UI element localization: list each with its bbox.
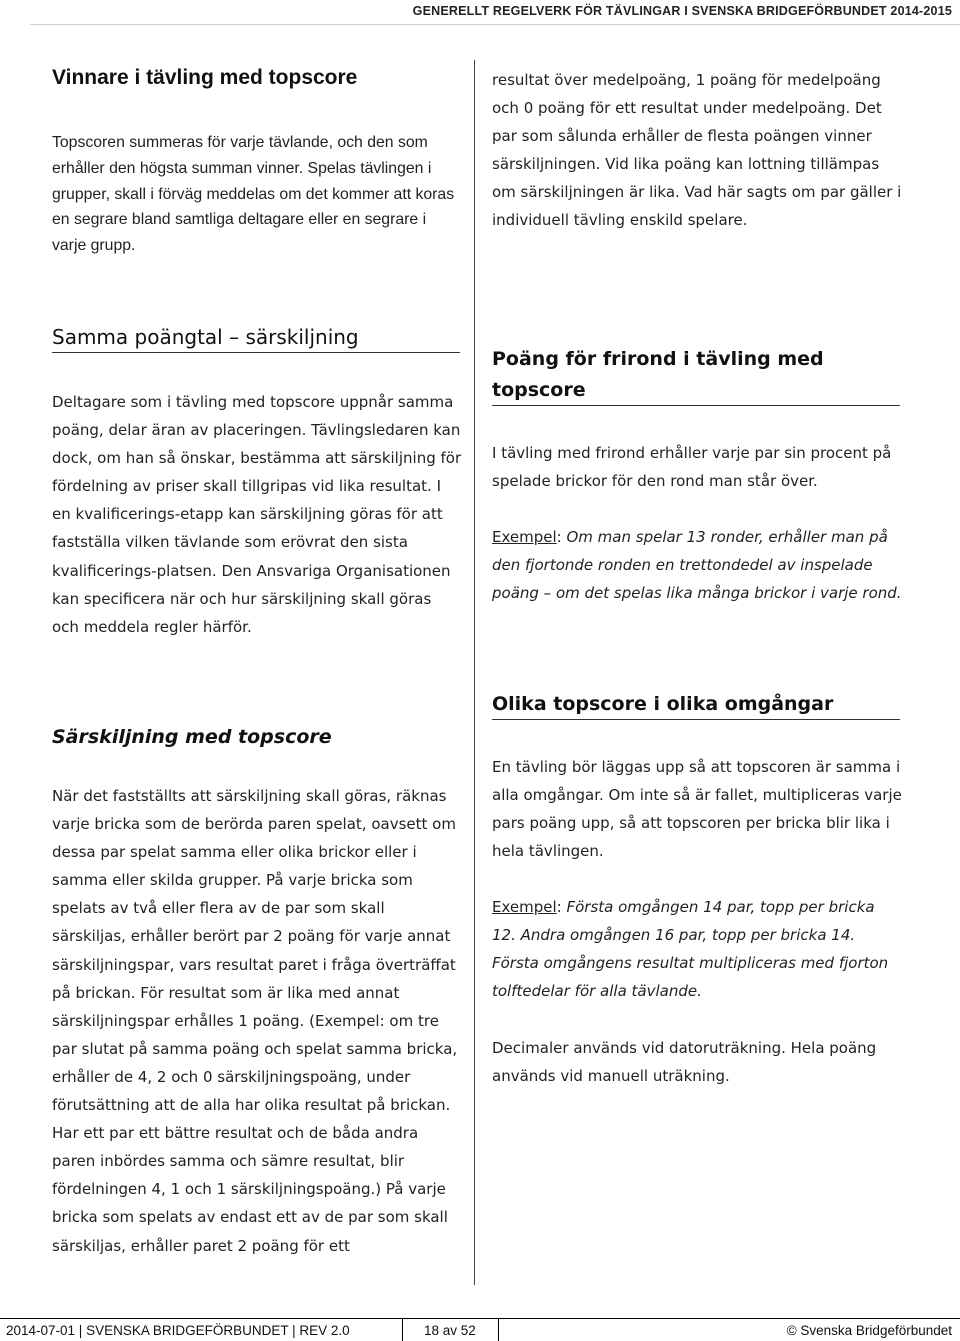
example-bye-round: Exempel: Om man spelar 13 ronder, erhåller man på den fjortonde ronden en trettondedel av inspelade poäng – om det spelas lika många brickor i varje rond.	[492, 528, 902, 603]
heading-underline	[52, 352, 460, 353]
page-footer	[0, 1318, 960, 1341]
footer-separator	[402, 1319, 403, 1341]
heading-winner-topscore: Vinnare i tävling med topscore	[52, 66, 358, 89]
paragraph-tie-breaking-topscore: När det fastställts att särskiljning skall göras, räknas varje bricka som de berörda paren spelat, oavsett om dessa par spelat samma eller olika brickor eller i samma eller skilda grupper. På varje bricka som spelats av två eller flera av de par som skall särskiljas, erhåller berört par 2 poäng för varje annat särskiljningspar, vars resultat paret i fråga överträffat på brickan. För resultat som är lika med annat särskiljningspar erhålles 1 poäng. (Exempel: om tre par slutat på samma poäng och spelat samma bricka, erhåller de 4, 2 och 0 särskiljningspoäng, under förutsättning att de alla har olika resultat på brickan. Har ett par ett bättre resultat och de båda andra paren inbördes samma och sämre resultat, blir fördelningen 4, 1 och 1 särskiljningspoäng.) På varje bricka som spelats av endast ett av de par som skall särskiljas, erhåller paret 2 poäng för ett	[52, 787, 458, 1255]
running-header: GENERELLT REGELVERK FÖR TÄVLINGAR I SVENSKA BRIDGEFÖRBUNDET 2014-2015	[412, 4, 952, 18]
example-label: Exempel	[492, 898, 557, 916]
paragraph-continuation: resultat över medelpoäng, 1 poäng för medelpoäng och 0 poäng för ett resultat under medelpoäng. Det par som sålunda erhåller de flesta poängen vinner särskiljningen. Vid lika poäng kan lottning tillämpas om särskiljningen är lika. Vad här sagts om par gäller i individuell tävling enskild spelare.	[492, 71, 902, 230]
example-different-topscore: Exempel: Första omgången 14 par, topp per bricka 12. Andra omgången 16 par, topp per bricka 14. Första omgångens resultat multipliceras med fjorton tolftedelar för alla tävlande.	[492, 898, 889, 1001]
paragraph-bye-round: I tävling med frirond erhåller varje par sin procent på spelade brickor för den rond man står över.	[492, 444, 892, 491]
page-number: 18 av 52	[424, 1323, 476, 1338]
example-text: Om man spelar 13 ronder, erhåller man på den fjortonde ronden en trettondedel av inspelade poäng – om det spelas lika många brickor i varje rond.	[492, 528, 902, 603]
paragraph-tie-breaking: Deltagare som i tävling med topscore uppnår samma poäng, delar äran av placeringen. Tävlingsledaren kan dock, om han så önskar, bestämma att särskiljning för fördelning av priser skall tillgripas vid lika resultat. I en kvalificerings-etapp kan särskiljning göras för att fastställa vilken tävlande som erövrat den sista kvalificerings-platsen. Den Ansvariga Organisationen kan specificera när och hur särskiljning skall göras och meddela regler härför.	[52, 393, 462, 636]
header-divider	[30, 24, 960, 25]
paragraph-decimals: Decimaler används vid datoruträkning. Hela poäng används vid manuell uträkning.	[492, 1039, 877, 1086]
heading-tie-breaking-topscore: Särskiljning med topscore	[52, 726, 332, 748]
paragraph-winner-topscore: Topscoren summeras för varje tävlande, och den som erhåller den högsta summan vinner. Spelas tävlingen i grupper, skall i förväg meddelas om det kommer att koras en segrare bland samtliga deltagare eller en segrare i varje grupp.	[52, 134, 455, 255]
paragraph-different-topscore: En tävling bör läggas upp så att topscoren är samma i alla omgångar. Om inte så är fallet, multipliceras varje pars poäng upp, så att topscoren per bricka blir lika i hela tävlingen.	[492, 758, 902, 861]
heading-underline	[492, 405, 900, 406]
example-text: Första omgången 14 par, topp per bricka 12. Andra omgången 16 par, topp per bricka 14. Första omgångens resultat multipliceras med fjorton tolftedelar för alla tävlande.	[492, 898, 889, 1001]
example-label: Exempel	[492, 528, 557, 546]
heading-tie-breaking: Samma poängtal – särskiljning	[52, 325, 359, 349]
column-divider	[474, 60, 475, 1285]
heading-different-topscore: Olika topscore i olika omgångar	[492, 693, 834, 715]
heading-bye-round: Poäng för frirond i tävling med topscore	[492, 348, 824, 401]
footer-separator	[498, 1319, 499, 1341]
footer-copyright: © Svenska Bridgeförbundet	[786, 1323, 952, 1338]
heading-underline	[492, 719, 900, 720]
footer-date-rev: 2014-07-01 | SVENSKA BRIDGEFÖRBUNDET | REV 2.0	[6, 1323, 350, 1338]
